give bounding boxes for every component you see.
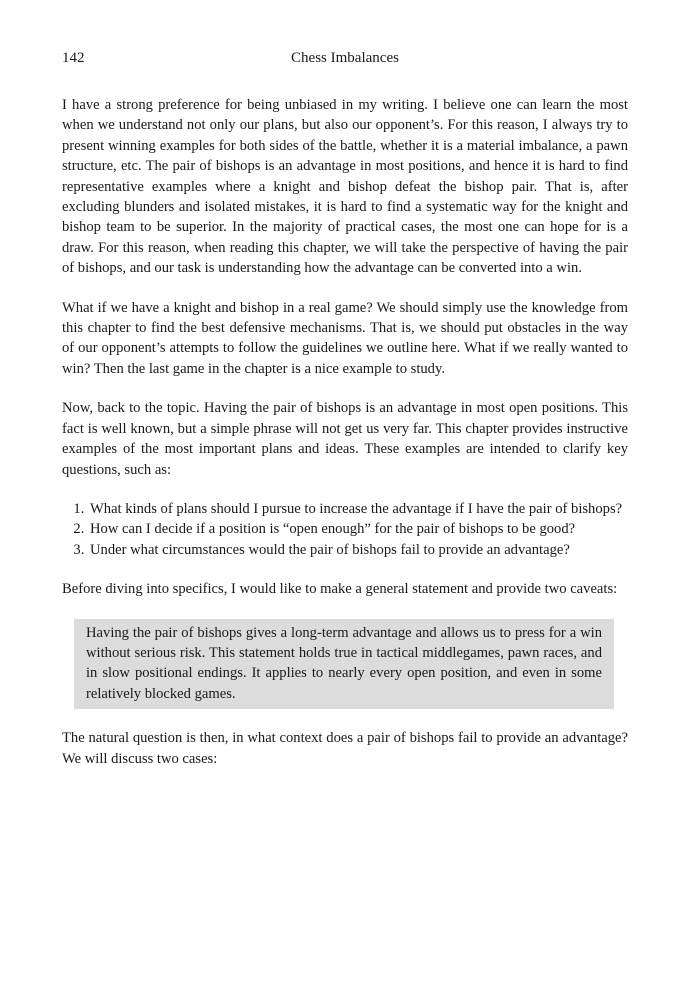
page-number: 142: [62, 50, 85, 66]
book-page: [62, 0, 628, 788]
statement-callout: [74, 619, 614, 710]
running-head: [62, 50, 628, 70]
question-item: 2. How can I decide if a position is “open enough” for the pair of bishops to be good?: [88, 519, 628, 539]
question-item: 3. Under what circumstances would the pair of bishops fail to provide an advantage?: [88, 540, 628, 560]
paragraph-closing: The natural question is then, in what context does a pair of bishops fail to provide an advantage? We will discuss two cases:: [62, 730, 628, 767]
paragraph-caveats-intro: Before diving into specifics, I would like to make a general statement and provide two caveats:: [62, 581, 618, 598]
paragraph-defense: What if we have a knight and bishop in a real game? We should simply use the knowledge from this chapter to find the best defensive mechanisms. That is, we should put obstacles in the way of our opponent’s attempts to follow the guidelines we outline here. What if we really wanted to win? Then the last game in the chapter is a nice example to study.: [62, 299, 628, 377]
question-list: [62, 499, 628, 560]
question-item: 1. What kinds of plans should I pursue to increase the advantage if I have the pair of bishops?: [88, 499, 628, 519]
callout-text: Having the pair of bishops gives a long-term advantage and allows us to press for a win without serious risk. This statement holds true in tactical middlegames, pawn races, and in slow positional endings. It applies to nearly every open position, and even in some relatively blocked games.: [86, 624, 602, 702]
running-title: Chess Imbalances: [291, 50, 399, 66]
paragraph-topic: Now, back to the topic. Having the pair of bishops is an advantage in most open positions. This fact is well known, but a simple phrase will not get us very far. This chapter provides instructive examples of the most important plans and ideas. These examples are intended to clarify key questions, such as:: [62, 400, 628, 478]
body-text: [62, 95, 628, 769]
paragraph-intro: I have a strong preference for being unbiased in my writing. I believe one can learn the most when we understand not only our plans, but also our opponent’s. For this reason, I always try to present winning examples for both sides of the battle, whether it is a material imbalance, a pawn structure, etc. The pair of bishops is an advantage in most positions, and hence it is hard to find representative examples where a knight and bishop defeat the bishop pair. That is, after excluding blunders and isolated mistakes, it is hard to find a systematic way for the knight and bishop team to be superior. In the majority of practical cases, the most one can hope for is a draw. For this reason, when reading this chapter, we will take the perspective of having the pair of bishops, and our task is understanding how the advantage can be converted into a win.: [62, 97, 628, 277]
